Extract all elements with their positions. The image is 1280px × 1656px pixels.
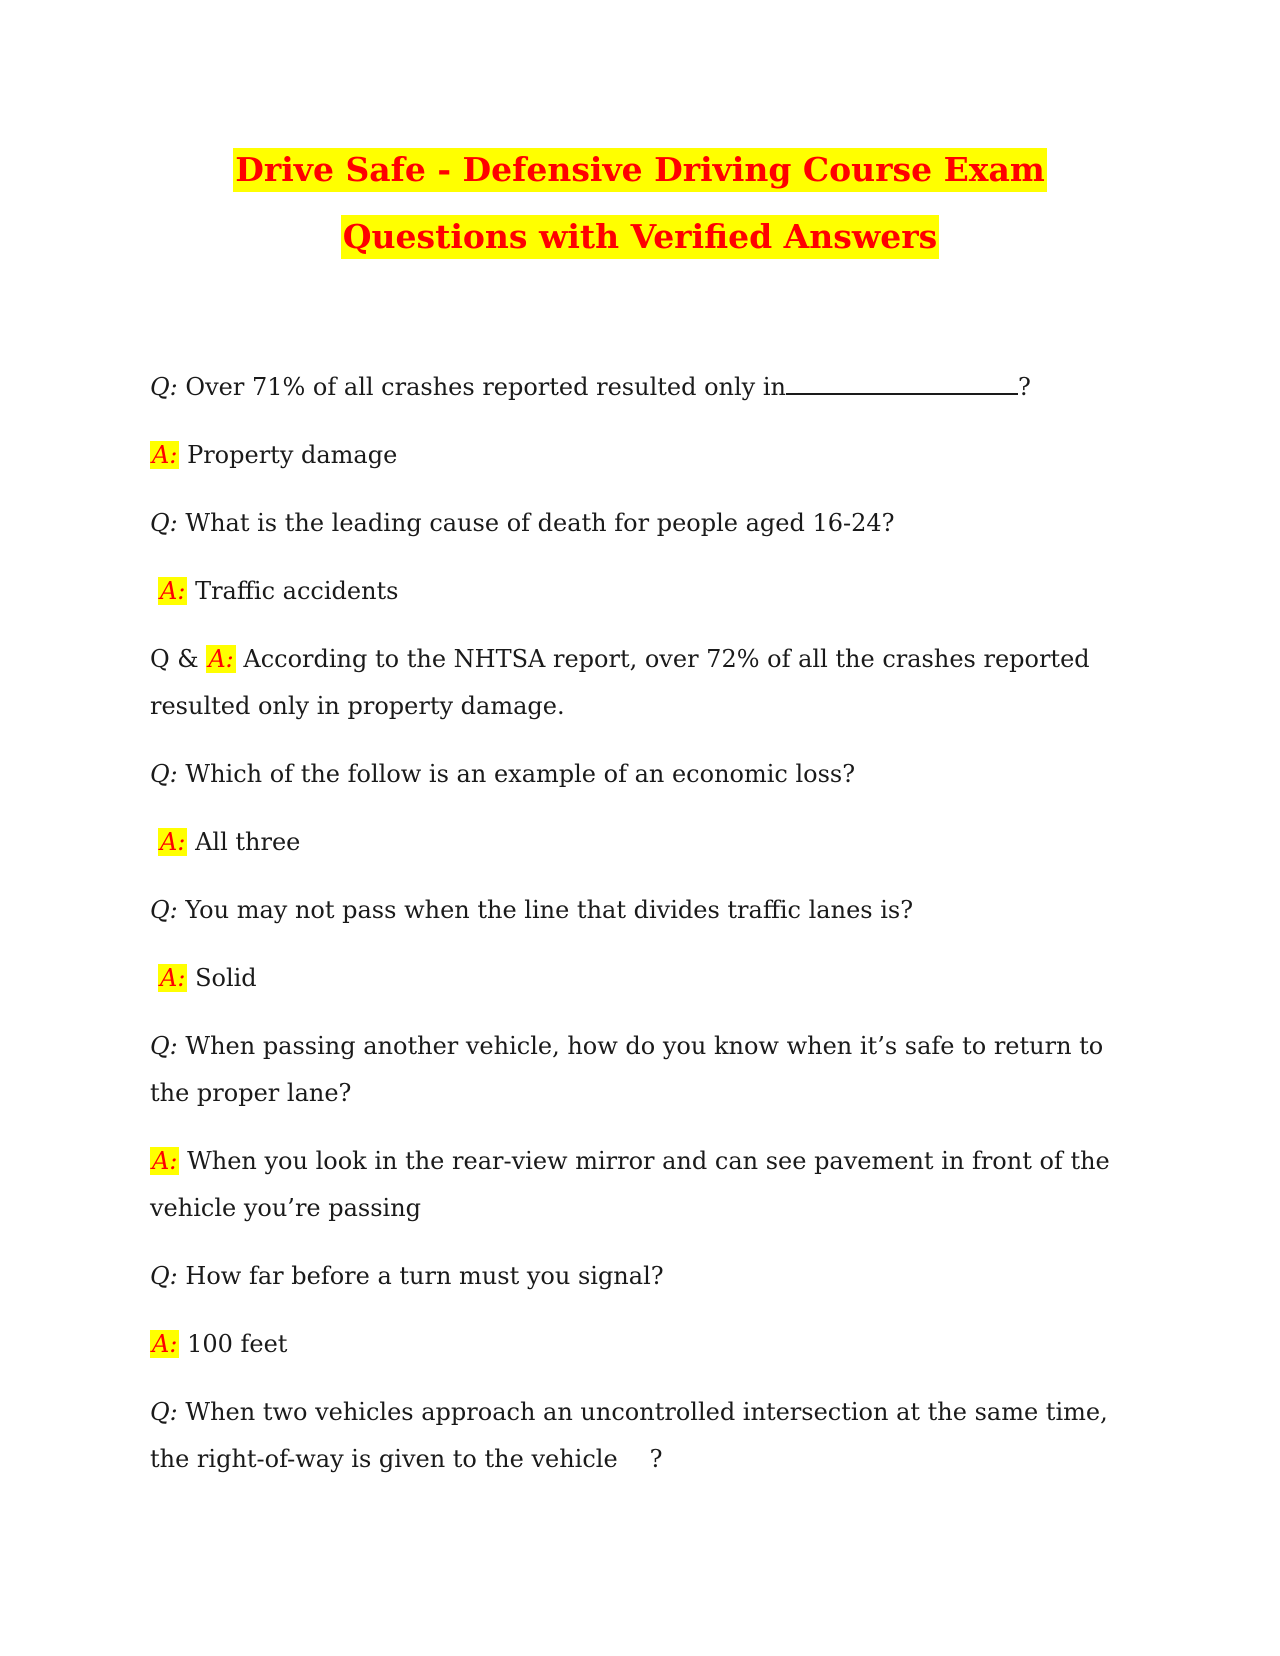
question-text: You may not pass when the line that divides traffic lanes is?	[185, 896, 914, 924]
question-text: Over 71% of all crashes reported resulted only in	[185, 373, 786, 401]
answer-5	[150, 1138, 1150, 1232]
title-line-2: Questions with Verified Answers	[341, 215, 939, 259]
title-line-1: Drive Safe - Defensive Driving Course Exam	[233, 148, 1047, 192]
answer-1	[150, 432, 1150, 479]
question-suffix: ?	[649, 1445, 663, 1473]
answer-4	[150, 955, 1150, 1002]
question-label: Q:	[150, 1398, 178, 1426]
answer-text: 100 feet	[187, 1330, 288, 1358]
question-label: Q:	[150, 896, 178, 924]
question-6	[150, 1253, 1150, 1300]
question-label: Q:	[150, 760, 178, 788]
answer-3	[150, 819, 1150, 866]
answer-text: When you look in the rear-view mirror and can see pavement in front of the vehicle you’re passing	[150, 1147, 1110, 1222]
question-3	[150, 751, 1150, 798]
answer-text: Property damage	[187, 441, 398, 469]
question-label: Q:	[150, 1032, 178, 1060]
answer-label: A:	[160, 577, 186, 605]
answer-blank	[786, 365, 1018, 395]
answer-label: A:	[208, 645, 234, 673]
question-text: How far before a turn must you signal?	[185, 1262, 664, 1290]
answer-text: All three	[195, 828, 301, 856]
qa-note	[150, 636, 1150, 730]
answer-text: Traffic accidents	[195, 577, 399, 605]
question-text: Which of the follow is an example of an economic loss?	[185, 760, 856, 788]
qa-prefix: Q &	[150, 645, 199, 673]
question-text: When passing another vehicle, how do you know when it’s safe to return to the proper lane?	[150, 1032, 1104, 1107]
answer-2	[150, 568, 1150, 615]
answer-label: A:	[160, 964, 186, 992]
document-title	[0, 148, 1280, 282]
question-text: When two vehicles approach an uncontrolled intersection at the same time, the right-of-way is given to the vehicle	[150, 1398, 1108, 1473]
answer-label: A:	[152, 1147, 178, 1175]
question-label: Q:	[150, 1262, 178, 1290]
answer-label: A:	[160, 828, 186, 856]
question-2	[150, 500, 1150, 547]
question-suffix: ?	[1017, 373, 1031, 401]
question-text: What is the leading cause of death for people aged 16-24?	[185, 509, 895, 537]
answer-label: A:	[152, 1330, 178, 1358]
answer-6	[150, 1321, 1150, 1368]
qa-list	[150, 364, 1150, 1504]
qa-text: According to the NHTSA report, over 72% of all the crashes reported resulted only in property damage.	[150, 645, 1090, 720]
question-label: Q:	[150, 509, 178, 537]
question-4	[150, 887, 1150, 934]
answer-text: Solid	[195, 964, 257, 992]
answer-label: A:	[152, 441, 178, 469]
question-7	[150, 1389, 1150, 1483]
question-5	[150, 1023, 1150, 1117]
question-1	[150, 364, 1150, 411]
question-label: Q:	[150, 373, 178, 401]
